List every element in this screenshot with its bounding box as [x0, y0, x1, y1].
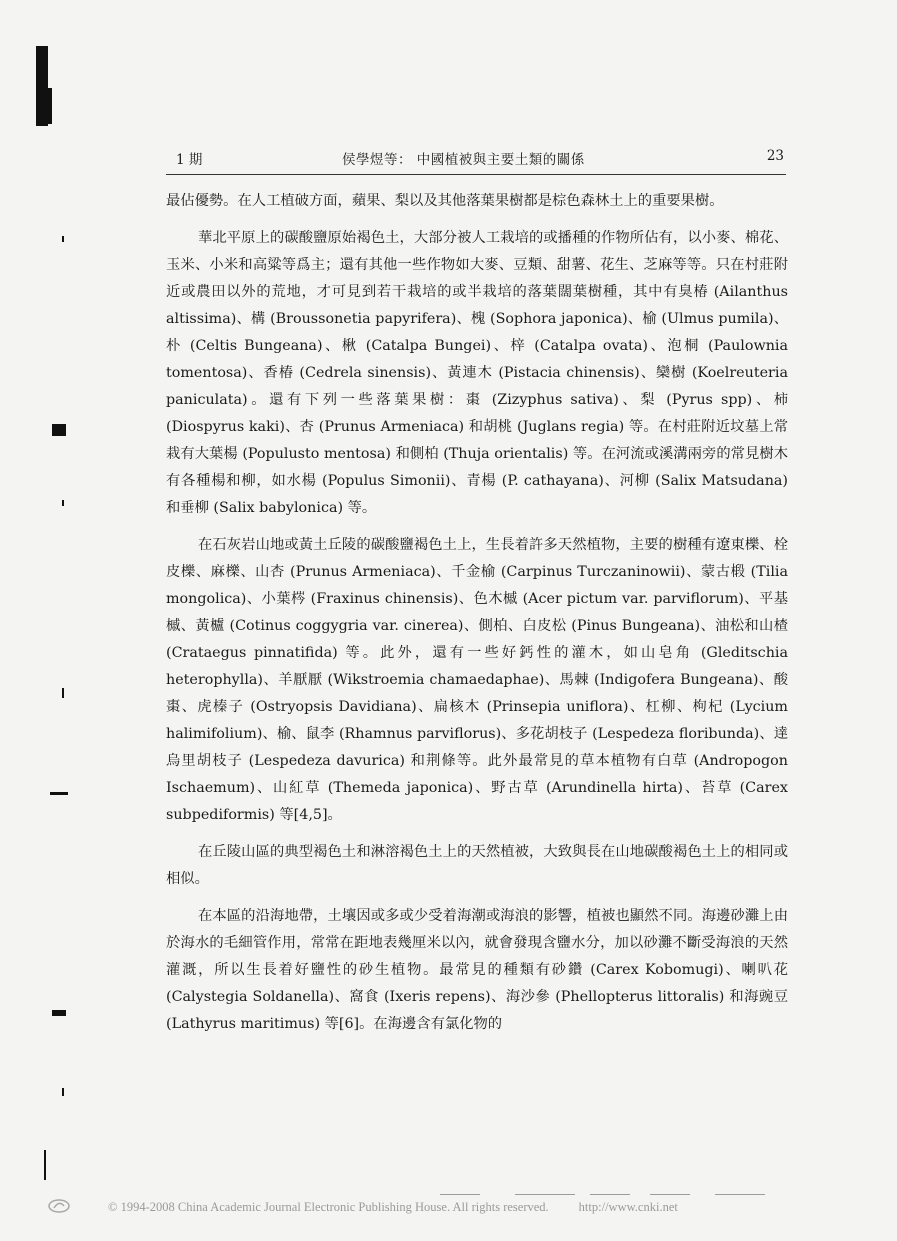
paragraph: 在本區的沿海地帶，土壤因或多或少受着海潮或海浪的影響，植被也顯然不同。海邊砂灘上由於海水的毛細管作用，常常在距地表幾厘米以內，就會發現含鹽水分，加以砂灘不斷受海浪的天然灌溉，所以生長着好鹽性的砂生植物。最常見的種類有砂鑽 (Carex Kobomugi)、喇叭花 (Calystegia Soldanella)、窩食 (Ixeris repens)、海沙參 (Phellopterus littoralis) 和海豌豆 (Lathyrus maritimus) 等[6]。在海邊含有氯化物的 [166, 908, 788, 1032]
binding-mark [50, 792, 68, 795]
binding-mark [62, 500, 64, 506]
footer-rule [650, 1194, 690, 1195]
binding-mark [62, 236, 64, 242]
binding-mark [62, 1088, 64, 1096]
binding-mark [52, 1010, 66, 1016]
copyright-text: © 1994-2008 China Academic Journal Electronic Publishing House. All rights reserved. [108, 1200, 549, 1214]
binding-mark [52, 424, 66, 436]
paragraph: 在石灰岩山地或黃土丘陵的碳酸鹽褐色土上，生長着許多天然植物，主要的樹種有遼東櫟、栓皮櫟、麻櫟、山杏 (Prunus Armeniaca)、千金榆 (Carpinus Turczaninowii)、蒙古椴 (Tilia mongolica)、小葉梣 (Fraxinus chinensis)、色木槭 (Acer pictum var. parviflorum)、平基槭、黃櫨 (Cotinus coggygria var. cinerea)、側柏、白皮松 (Pinus Bungeana)、油松和山楂 (Crataegus pinnatifida) 等。此外，還有一些好鈣性的灌木，如山皂角 (Gleditschia heterophylla)、羊厭厭 (Wikstroemia chamaedaphae)、馬棘 (Indigofera Bungeana)、酸棗、虎榛子 (Ostryopsis Davidiana)、扁核木 (Prinsepia uniflora)、杠柳、枸杞 (Lycium halimifolium)、榆、鼠李 (Rhamnus parviflorus)、多花胡枝子 (Lespedeza floribunda)、達烏里胡枝子 (Lespedeza davurica) 和荆條等。此外最常見的草本植物有白草 (Andropogon Ischaemum)、山紅草 (Themeda japonica)、野古草 (Arundinella hirta)、苔草 (Carex subpediformis) 等[4,5]。 [166, 537, 788, 823]
running-title: 侯學煜等： 中國植被與主要土類的關係 [342, 152, 585, 168]
footer-rule [515, 1194, 575, 1195]
header-rule [166, 174, 786, 175]
publisher-logo-icon [48, 1198, 70, 1214]
binding-mark [62, 688, 64, 698]
footer-rule [590, 1194, 630, 1195]
copyright-footer [108, 1200, 748, 1215]
footer-rule [715, 1194, 765, 1195]
binding-mark [44, 1150, 46, 1180]
footer-link[interactable]: http://www.cnki.net [578, 1200, 678, 1214]
body-text [166, 188, 788, 1048]
running-header [172, 148, 784, 168]
issue-number: 1 期 [176, 152, 203, 168]
paragraph: 最佔優勢。在人工植破方面，蘋果、梨以及其他落葉果樹都是棕色森林土上的重要果樹。 [166, 193, 724, 209]
paragraph: 華北平原上的碳酸鹽原始褐色土，大部分被人工栽培的或播種的作物所佔有，以小麥、棉花、玉米、小米和高粱等爲主；還有其他一些作物如大麥、豆類、甜薯、花生、芝麻等等。只在村莊附近或農田以外的荒地，才可見到若干栽培的或半栽培的落葉闊葉樹種，其中有臭椿 (Ailanthus altissima)、構 (Broussonetia papyrifera)、槐 (Sophora japonica)、榆 (Ulmus pumila)、朴 (Celtis Bungeana)、楸 (Catalpa Bungei)、梓 (Catalpa ovata)、泡桐 (Paulownia tomentosa)、香椿 (Cedrela sinensis)、黃連木 (Pistacia chinensis)、欒樹 (Koelreuteria paniculata)。還有下列一些落葉果樹：棗 (Zizyphus sativa)、梨 (Pyrus spp)、柿 (Diospyrus kaki)、杏 (Prunus Armeniaca) 和胡桃 (Juglans regia) 等。在村莊附近坟墓上常栽有大葉楊 (Populusto mentosa) 和側柏 (Thuja orientalis) 等。在河流或溪溝兩旁的常見樹木有各種楊和柳，如水楊 (Populus Simonii)、青楊 (P. cathayana)、河柳 (Salix Matsudana) 和垂柳 (Salix babylonica) 等。 [166, 230, 788, 516]
paragraph: 在丘陵山區的典型褐色土和淋溶褐色土上的天然植被，大致與長在山地碳酸褐色土上的相同或相似。 [166, 844, 788, 887]
footer-rule [440, 1194, 480, 1195]
binding-mark [46, 88, 52, 124]
page-number: 23 [766, 148, 784, 164]
